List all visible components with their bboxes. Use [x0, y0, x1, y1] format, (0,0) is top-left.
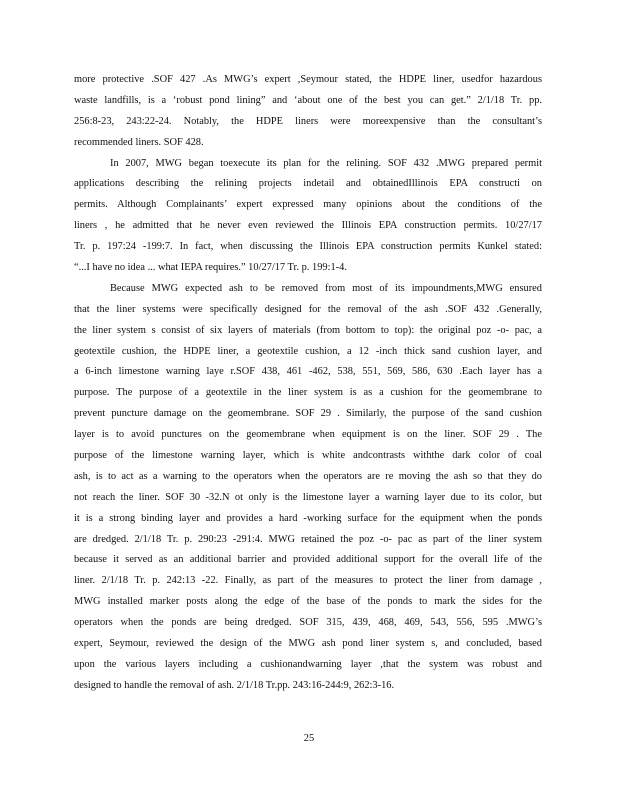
text-line: MWG installed marker posts along the edge of the base of the ponds to mark the sides for the	[74, 596, 542, 608]
text-line: permits. Although Complainants’ expert expressed many opinions about the conditions of the	[74, 199, 542, 211]
text-line: Because MWG expected ash to be removed from most of its impoundments,MWG ensured	[110, 282, 542, 294]
text-line: that the liner systems were specifically designed for the removal of the ash .SOF 432 .Generally,	[74, 303, 542, 315]
page-number: 25	[303, 733, 315, 744]
text-line: waste landfills, is a ‘robust pond lining” and ‘about one of the best you can get.” 2/1/18 Tr. pp.	[74, 94, 542, 106]
text-line: more protective .SOF 427 .As MWG’s expert ,Seymour stated, the HDPE liner, usedfor hazardous	[74, 74, 542, 85]
text-line: expert, Seymour, reviewed the design of the MWG ash pond liner system s, and concluded, based	[74, 638, 542, 650]
text-line: liner. 2/1/18 Tr. p. 242:13 -22. Finally, as part of the measures to protect the liner from damage ,	[74, 575, 542, 587]
text-line: recommended liners. SOF 428.	[74, 136, 204, 148]
text-line: are dredged. 2/1/18 Tr. p. 290:23 -291:4. MWG retained the poz -o- pac as part of the liner system	[74, 533, 542, 545]
text-line: not reach the liner. SOF 30 -32.N ot only is the limestone layer a warning layer due to its color, but	[74, 491, 542, 503]
text-line: designed to handle the removal of ash. 2/1/18 Tr.pp. 243:16-244:9, 262:3-16.	[74, 679, 395, 691]
text-line: a 6-inch limestone warning laye r.SOF 438, 461 -462, 538, 551, 569, 586, 630 .Each layer has a	[74, 366, 542, 378]
text-line: the liner system s consist of six layers of materials (from bottom to top): the original poz -o- pac, a	[74, 324, 542, 336]
text-line: operators when the ponds are being dredged. SOF 315, 439, 468, 469, 543, 556, 595 .MWG’s	[74, 617, 542, 629]
text-line: applications describing the relining projects indetail and obtainedIllinois EPA constructi on	[74, 178, 542, 190]
text-line: 256:8-23, 243:22-24. Notably, the HDPE liners were moreexpensive than the consultant’s	[74, 115, 542, 127]
text-line: liners , he admitted that he never even reviewed the Illinois EPA construction permits. 10/27/17	[74, 220, 542, 232]
text-line: upon the various layers including a cushionandwarning layer ,that the system was robust and	[74, 658, 542, 670]
text-line: Tr. p. 197:24 -199:7. In fact, when discussing the Illinois EPA construction permits Kunkel stated:	[74, 241, 542, 253]
text-line: ash, is to act as a warning to the operators when the operators are re moving the ash so that they do	[74, 470, 542, 482]
text-line: purpose. The purpose of a geotextile in the liner system is as a cushion for the geomembrane to	[74, 387, 542, 399]
text-line: it is a strong binding layer and provides a hard -working surface for the equipment when the ponds	[74, 512, 542, 524]
text-line: In 2007, MWG began toexecute its plan for the relining. SOF 432 .MWG prepared permit	[110, 157, 542, 169]
text-line: because it served as an additional barrier and provided additional support for the overall life of the	[74, 554, 542, 566]
text-line: “...I have no idea ... what IEPA requires.” 10/27/17 Tr. p. 199:1-4.	[74, 262, 347, 274]
text-line: purpose of the limestone warning layer, which is white andcontrasts withthe dark color of coal	[74, 450, 542, 462]
text-line: prevent puncture damage on the geomembrane. SOF 29 . Similarly, the purpose of the sand cushion	[74, 408, 542, 420]
text-line: geotextile cushion, the HDPE liner, a geotextile cushion, a 12 -inch thick sand cushion layer, and	[74, 345, 542, 357]
body-text	[74, 70, 542, 697]
text-line: layer is to avoid punctures on the geomembrane when equipment is on the liner. SOF 29 . The	[74, 429, 542, 441]
